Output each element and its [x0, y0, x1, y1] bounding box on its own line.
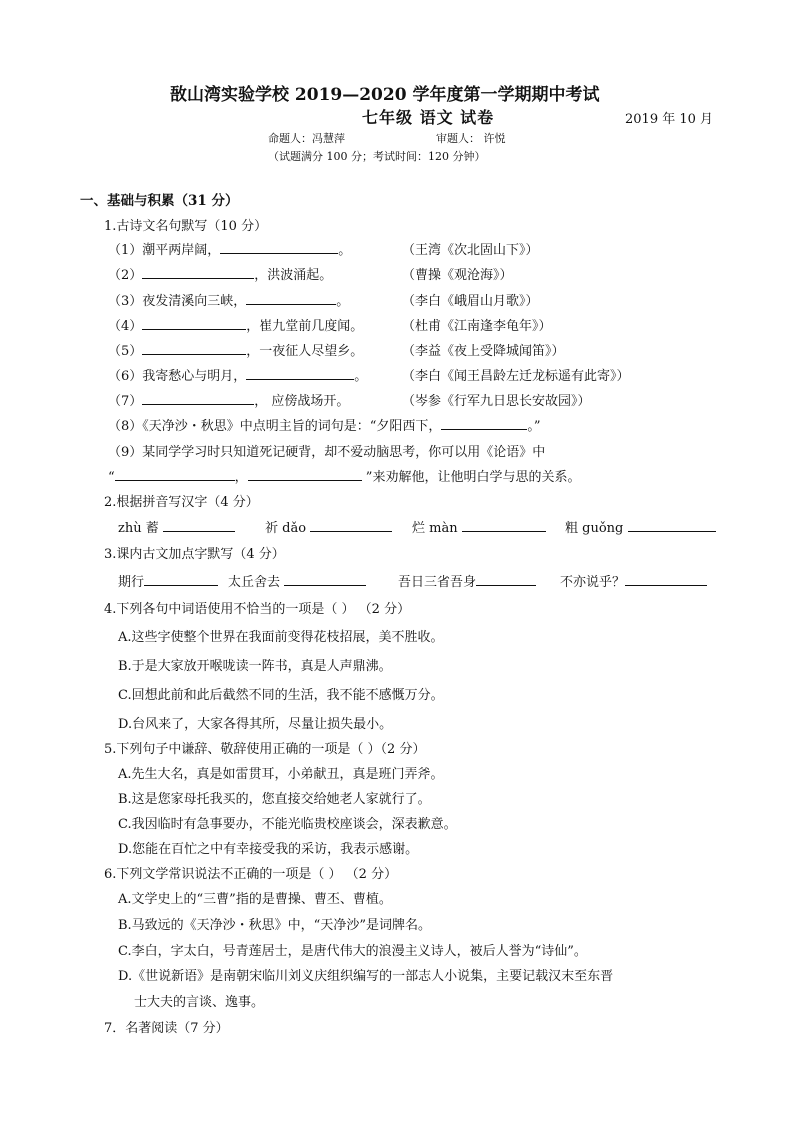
q3-item-2: 太丘舍去 [228, 571, 366, 590]
answer-blank[interactable] [462, 517, 546, 532]
q1-line-2: （2） ，洪波涌起。 [108, 264, 332, 283]
q5-title: 5.下列句子中谦辞、敬辞使用正确的一项是（ ）（2 分） [104, 742, 426, 757]
q1-source-4: （杜甫《江南逢李龟年》） [402, 319, 552, 334]
q4-option-a[interactable]: A.这些字使整个世界在我面前变得花枝招展，美不胜收。 [118, 630, 444, 645]
q1-line-5: （5） ，一夜征人尽望乡。 [108, 340, 363, 359]
answer-blank[interactable] [248, 466, 362, 481]
q5-option-c[interactable]: C.我因临时有急事要办，不能光临贵校座谈会，深表歉意。 [118, 817, 457, 832]
q1-line-9b: “ ， ”来劝解他，让他明白学与思的关系。 [108, 466, 580, 485]
q4-option-d[interactable]: D.台风来了，大家各得其所，尽量让损失最小。 [118, 717, 393, 732]
exam-title: 敔山湾实验学校 2019—2020 学年度第一学期期中考试 [170, 85, 600, 105]
q2-item-2: 祈 dǎo [265, 517, 392, 536]
answer-blank[interactable] [476, 571, 536, 586]
q1-source-7: （岑参《行军九日思长安故园》） [402, 394, 591, 409]
q2-item-3: 烂 màn [412, 517, 546, 536]
q6-option-c[interactable]: C.李白，字太白，号青莲居士，是唐代伟大的浪漫主义诗人，被后人誉为“诗仙”。 [118, 944, 587, 959]
answer-blank[interactable] [144, 571, 218, 586]
q1-line-4: （4） ，崔九堂前几度闻。 [108, 315, 363, 334]
q1-line-6: （6）我寄愁心与明月， 。 [108, 365, 367, 384]
q7-title: 7．名著阅读（7 分） [104, 1021, 229, 1036]
answer-blank[interactable] [142, 340, 246, 355]
q2-item-4: 粗 guǒng [565, 517, 716, 536]
q1-source-5: （李益《夜上受降城闻笛》） [402, 344, 565, 359]
q1-source-1: （王湾《次北固山下》） [402, 243, 539, 258]
answer-blank[interactable] [163, 517, 235, 532]
q1-source-3: （李白《峨眉山月歌》） [402, 294, 539, 309]
q3-title: 3.课内古文加点字默写（4 分） [104, 547, 285, 562]
q1-line-9: （9）某同学学习时只知道死记硬背，却不爱动脑思考，你可以用《论语》中 [108, 445, 546, 460]
answer-blank[interactable] [441, 415, 527, 430]
answer-blank[interactable] [284, 571, 366, 586]
q6-option-d-cont: 士大夫的言谈、逸事。 [134, 995, 265, 1010]
section-heading: 一、基础与积累（31 分） [80, 193, 239, 209]
q6-option-b[interactable]: B.马致远的《天净沙・秋思》中，“天净沙”是词牌名。 [118, 918, 431, 933]
q3-item-1: 期行 [118, 571, 218, 590]
q1-title: 1.古诗文名句默写（10 分） [104, 219, 268, 234]
exam-subtitle: 七年级 语文 试卷 [362, 108, 495, 127]
exam-date: 2019 年 10 月 [625, 112, 714, 127]
q4-option-c[interactable]: C.回想此前和此后截然不同的生活，我不能不感慨万分。 [118, 688, 444, 703]
answer-blank[interactable] [115, 466, 235, 481]
q1-source-6: （李白《闻王昌龄左迁龙标遥有此寄》） [402, 369, 630, 384]
q1-line-1: （1）潮平两岸阔， 。 [108, 239, 351, 258]
q1-line-7: （7） ， 应傍战场开。 [108, 390, 349, 409]
answer-blank[interactable] [220, 239, 338, 254]
q4-title: 4.下列各句中词语使用不恰当的一项是（ ） （2 分） [104, 602, 411, 617]
q3-item-4: 不亦说乎？ [560, 571, 707, 590]
answer-blank[interactable] [142, 315, 246, 330]
q3-item-3: 吾日三省吾身 [398, 571, 536, 590]
q2-item-1: zhù 蓄 [118, 517, 235, 536]
answer-blank[interactable] [628, 517, 716, 532]
q2-title: 2.根据拼音写汉字（4 分） [104, 495, 259, 510]
q5-option-b[interactable]: B.这是您家母托我买的，您直接交给她老人家就行了。 [118, 792, 431, 807]
q1-line-8: （8）《天净沙・秋思》中点明主旨的词句是：“夕阳西下， 。” [108, 415, 541, 434]
reviewer: 审题人： 许悦 [436, 132, 506, 145]
q6-title: 6.下列文学常识说法不正确的一项是（ ） （2 分） [104, 867, 398, 882]
q4-option-b[interactable]: B.于是大家放开喉咙读一阵书，真是人声鼎沸。 [118, 659, 392, 674]
q1-line-3: （3）夜发清溪向三峡， 。 [108, 290, 349, 309]
q1-source-2: （曹操《观沧海》） [402, 268, 513, 283]
setter: 命题人：冯慧萍 [268, 132, 345, 145]
answer-blank[interactable] [625, 571, 707, 586]
answer-blank[interactable] [310, 517, 392, 532]
answer-blank[interactable] [142, 264, 254, 279]
q5-option-d[interactable]: D.您能在百忙之中有幸接受我的采访，我表示感谢。 [118, 842, 419, 857]
q6-option-d[interactable]: D.《世说新语》是南朝宋临川刘义庆组织编写的一部志人小说集，主要记载汉末至东晋 [118, 969, 614, 984]
q6-option-a[interactable]: A.文学史上的“三曹”指的是曹操、曹丕、曹植。 [118, 892, 392, 907]
answer-blank[interactable] [142, 390, 254, 405]
answer-blank[interactable] [246, 365, 354, 380]
answer-blank[interactable] [246, 290, 336, 305]
q5-option-a[interactable]: A.先生大名，真是如雷贯耳，小弟献丑，真是班门弄斧。 [118, 767, 444, 782]
exam-info: （试题满分 100 分；考试时间：120 分钟） [268, 150, 486, 163]
